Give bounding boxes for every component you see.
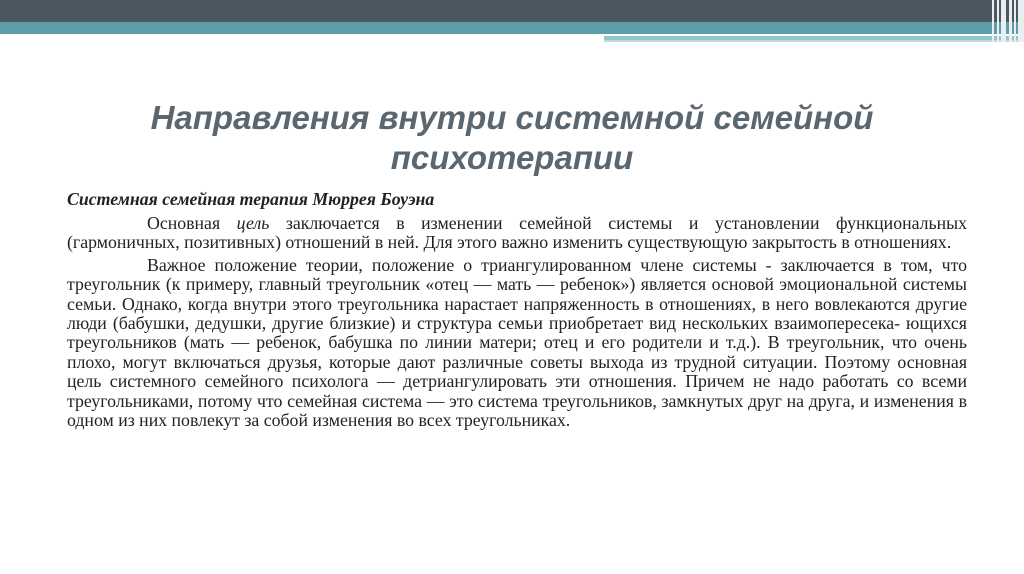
teal-accent-band <box>0 22 1024 34</box>
slide-title <box>60 98 964 178</box>
slide-title-line-1: Направления внутри системной семейной <box>150 99 874 136</box>
top-header-bar <box>0 0 1024 22</box>
paragraph-triangulation: Важное положение теории, положение о триангулированном члене системы - заключается в том, что треугольник (к примеру, главный треугольник «отец — мать — ребенок») является основой эмоциональной системы семьи. Однако, когда внутри этого треугольника нарастает напряженность в отношениях, в него вовлекаются другие люди (бабушки, дедушки, другие близкие) и структура семьи приобретает вид нескольких взаимопересека- ющихся треугольников (мать — ребенок, бабушка по линии матери; отец и его родители и т.д.). В треугольник, что очень плохо, могут включаться друзья, которые дают различные советы выхода из трудной ситуации. Поэтому основная цель системного семейного психолога — детриангулировать эти отношения. Причем не надо работать со всеми треугольниками, потому что семейная система — это система треугольников, замкнутых друг на друга, и изменения в одном из них повлекут за собой изменения во всех треугольниках. <box>67 254 967 431</box>
paragraph-goal-start: Основная <box>147 213 237 233</box>
section-subtitle: Системная семейная терапия Мюррея Боуэна <box>67 189 435 209</box>
gray-accent-stripe <box>604 40 1024 42</box>
corner-decoration-bar <box>997 0 999 42</box>
corner-decoration-bar <box>1014 0 1016 42</box>
paragraph-goal <box>67 214 967 253</box>
paragraph-goal-rest: заключается в изменении семейной системы и установлении функциональных (гармоничных, позитивных) отношений в ней. Для этого важно изменить существующую закрытость в отношениях. <box>67 213 967 253</box>
corner-decoration-bar <box>1009 0 1012 42</box>
corner-decoration-bar <box>992 0 994 42</box>
slide-title-line-2: психотерапии <box>390 139 634 176</box>
emphasized-word-goal: цель <box>236 213 270 233</box>
corner-decoration-bar <box>1018 0 1024 42</box>
corner-decoration-bar <box>1001 0 1006 42</box>
slide-body <box>67 188 967 430</box>
